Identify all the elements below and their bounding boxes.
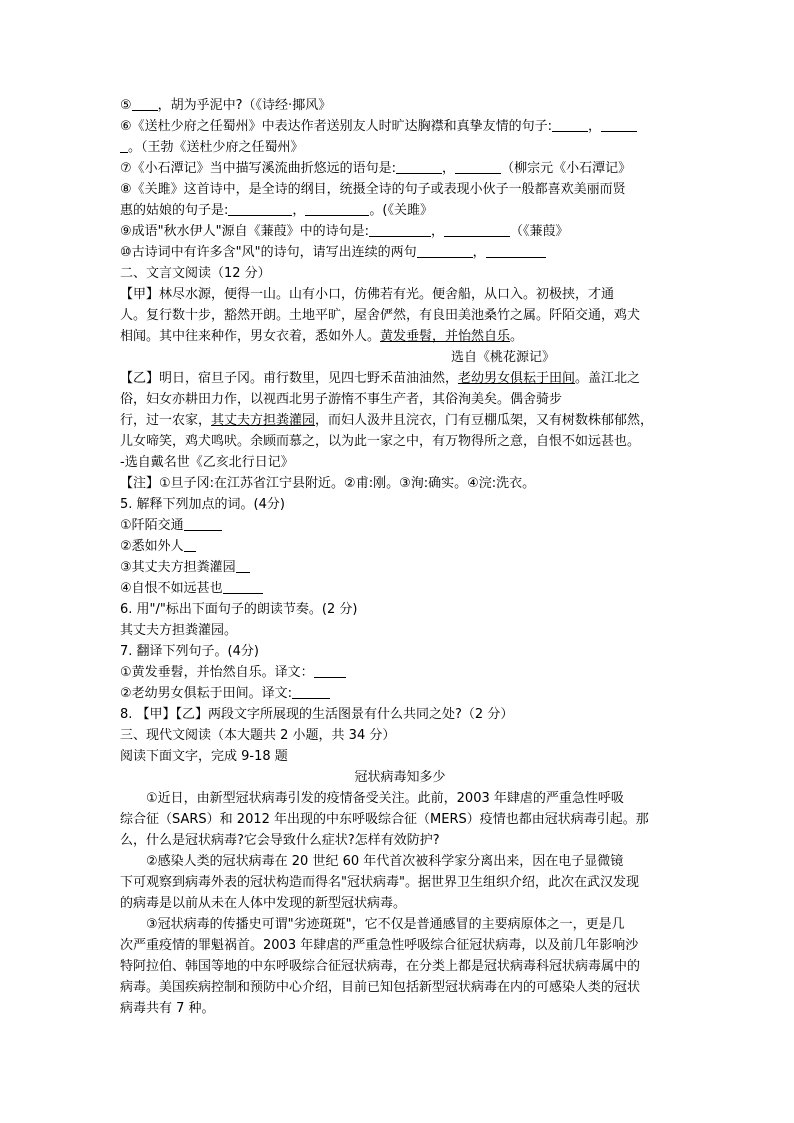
annotation-note: 【注】①旦子冈:在江苏省江宁县附近。②甫:刚。③洵:确实。④浣:洗衣。 <box>120 476 536 491</box>
item-text: ①黄发垂髫，并怡然自乐。译文： <box>120 665 314 680</box>
section-heading-classical: 二、文言文阅读（12 分） <box>120 266 271 281</box>
q8-source: 。(《关雎》 <box>369 203 433 218</box>
passage-jia-line: 人。复行数十步，豁然开朗。土地平旷，屋舍俨然，有良田美池桑竹之属。阡陌交通，鸡犬 <box>120 308 641 323</box>
answer-blank[interactable] <box>305 202 369 216</box>
q5-prefix: ⑤ <box>120 98 132 113</box>
answer-blank[interactable] <box>184 517 222 531</box>
q7-text: ⑦《小石潭记》当中描写溪流曲折悠远的语句是: <box>120 161 397 176</box>
poetry-q5 <box>120 95 680 116</box>
answer-blank[interactable] <box>444 223 510 237</box>
item-text: ①阡陌交通 <box>120 518 184 533</box>
q6-text: ⑥《送杜少府之任蜀州》中表达作者送别友人时旷达胸襟和真挚友情的句子: <box>120 119 553 134</box>
exam-page <box>120 95 680 1019</box>
article-paragraph-line: 特阿拉伯、韩国等地的中东呼吸综合征冠状病毒，在分类上都是冠状病毒科冠状病毒属中的 <box>120 959 641 974</box>
text: 相闻。其中往来种作，男女衣着，悉如外人。 <box>120 329 381 344</box>
q10-text: ⑩古诗词中有许多含"风"的诗句，请写出连续的两句 <box>120 245 417 260</box>
passage-jia-line <box>120 326 680 347</box>
q6-source: 。（王勃《送杜少府之任蜀州》 <box>128 140 304 155</box>
answer-blank[interactable] <box>223 580 263 594</box>
poetry-q6 <box>120 116 680 137</box>
question-5-item <box>120 557 680 578</box>
answer-blank[interactable] <box>314 664 346 678</box>
comma: ， <box>442 161 456 176</box>
q8-text-2: 惠的姑娘的句子是: <box>120 203 229 218</box>
question-6-title: 6. 用"/"标出下面句子的朗读节奏。(2 分) <box>120 602 358 617</box>
answer-blank[interactable] <box>369 223 431 237</box>
item-text: ③其丈夫方担粪灌园 <box>120 560 236 575</box>
question-5-title: 5. 解释下列加点的词。(4分) <box>120 497 285 512</box>
q7-source: （柳宗元《小石潭记》 <box>501 161 632 176</box>
article-paragraph-line: 病毒共有 7 种。 <box>120 1001 215 1016</box>
q9-text: ⑨成语"秋水伊人"源自《蒹葭》中的诗句是: <box>120 224 369 239</box>
underlined-sentence: 其丈夫方担粪灌园 <box>211 413 316 428</box>
answer-blank[interactable] <box>417 244 473 258</box>
question-5-item <box>120 578 680 599</box>
q8-text: ⑧《关雎》这首诗中，是全诗的纲目，统摄全诗的句子或表现小伙子一般都喜欢美丽而贤 <box>120 182 626 197</box>
item-text: ②老幼男女俱耘于田间。译文: <box>120 686 293 701</box>
answer-blank[interactable] <box>455 160 501 174</box>
section-heading-modern: 三、现代文阅读（本大题共 2 小题，共 34 分） <box>120 728 396 743</box>
question-5-item <box>120 536 680 557</box>
answer-blank[interactable] <box>552 118 588 132</box>
passage-jia-source: 选自《桃花源记》 <box>450 350 555 365</box>
passage-jia-line: 【甲】林尽水源，便得一山。山有小口，仿佛若有光。便舍船，从口入。初极挟，才通 <box>120 287 615 302</box>
text: ，而妇人汲井且浣衣，门有豆棚瓜架，又有树数株郁郁然， <box>315 413 654 428</box>
underlined-sentence: 老幼男女俱耘于田间 <box>458 371 576 386</box>
poetry-q10 <box>120 242 680 263</box>
item-text: ④自恨不如远甚也 <box>120 581 223 596</box>
answer-blank[interactable] <box>120 139 128 153</box>
article-paragraph-line: ③冠状病毒的传播史可谓"劣迹斑斑"，它不仅是普通感冒的主要病原体之一，更是几 <box>146 917 625 932</box>
poetry-q8 <box>120 179 680 200</box>
reading-instruction: 阅读下面文字，完成 9-18 题 <box>120 749 288 764</box>
comma: ， <box>472 245 486 260</box>
article-paragraph-line: 病毒。美国疾病控制和预防中心介绍，目前已知包括新型冠状病毒在内的可感染人类的冠状 <box>120 980 641 995</box>
underlined-sentence: 黄发垂髫，并怡然自乐 <box>380 329 511 344</box>
article-paragraph-line: ②感染人类的冠状病毒在 20 世纪 60 年代首次被科学家分离出来，因在电子显微镜 <box>146 854 624 869</box>
question-5-item <box>120 515 680 536</box>
question-6-sentence: 其丈夫方担粪灌园。 <box>120 623 238 638</box>
text: 行，过一农家， <box>120 413 212 428</box>
answer-blank[interactable] <box>132 97 158 111</box>
passage-yi-line <box>120 368 680 389</box>
poetry-q7 <box>120 158 680 179</box>
article-title: 冠状病毒知多少 <box>354 770 446 785</box>
answer-blank[interactable] <box>236 559 250 573</box>
question-7-title: 7. 翻译下列句子。(4分) <box>120 644 259 659</box>
passage-yi-line: 俗，妇女亦耕田力作，以视西北男子游惰不事生产者，其俗洵美矣。偶舍骑步 <box>120 392 563 407</box>
comma: ， <box>431 224 445 239</box>
answer-blank[interactable] <box>396 160 442 174</box>
answer-blank[interactable] <box>601 118 637 132</box>
answer-blank[interactable] <box>292 685 330 699</box>
answer-blank[interactable] <box>228 202 292 216</box>
question-7-item <box>120 683 680 704</box>
article-paragraph-line: ①近日，由新型冠状病毒引发的疫情备受关注。此前，2003 年肆虐的严重急性呼吸 <box>146 791 624 806</box>
question-7-item <box>120 662 680 683</box>
question-8-title: 8. 【甲】【乙】两段文字所展现的生活图景有什么共同之处?（2 分） <box>120 707 514 722</box>
text: 。盖江北之 <box>575 371 641 386</box>
q9-source: （《蒹葭》 <box>510 224 569 239</box>
article-paragraph-line: 综合征（SARS）和 2012 年出现的中东呼吸综合征（MERS）疫情也都由冠状病毒引起。那 <box>120 812 649 827</box>
text: 【乙】明日，宿旦子冈。甫行数里，见四七野禾苗油油然， <box>120 371 459 386</box>
q5-suffix: ，胡为乎泥中?（《诗经·揶风》 <box>157 98 332 113</box>
comma: ， <box>292 203 306 218</box>
poetry-q6-cont <box>120 137 680 158</box>
poetry-q8-cont <box>120 200 680 221</box>
text: 。 <box>510 329 524 344</box>
passage-yi-line <box>120 410 680 431</box>
answer-blank[interactable] <box>184 538 196 552</box>
article-paragraph-line: 的病毒是以前从未在人体中发现的新型冠状病毒。 <box>120 896 407 911</box>
item-text: ②悉如外人 <box>120 539 184 554</box>
answer-blank[interactable] <box>486 244 546 258</box>
poetry-q9 <box>120 221 680 242</box>
article-paragraph-line: 次严重疫情的罪魁祸首。2003 年肆虐的严重急性呼吸综合征冠状病毒，以及前几年影响沙 <box>120 938 639 953</box>
passage-yi-line: 儿女啼笑，鸡犬鸣吠。余顾而慕之，以为此一家之中，有万物得所之意，自恨不如远甚也。 <box>120 434 641 449</box>
article-paragraph-line: 么，什么是冠状病毒?它会导致什么症状?怎样有效防护? <box>120 833 440 848</box>
article-paragraph-line: 下可观察到病毒外表的冠状构造而得名"冠状病毒"。据世界卫生组织介绍，此次在武汉发现 <box>120 875 639 890</box>
passage-yi-source: -选自戴名世《乙亥北行日记》 <box>120 455 294 470</box>
comma: ， <box>588 119 602 134</box>
